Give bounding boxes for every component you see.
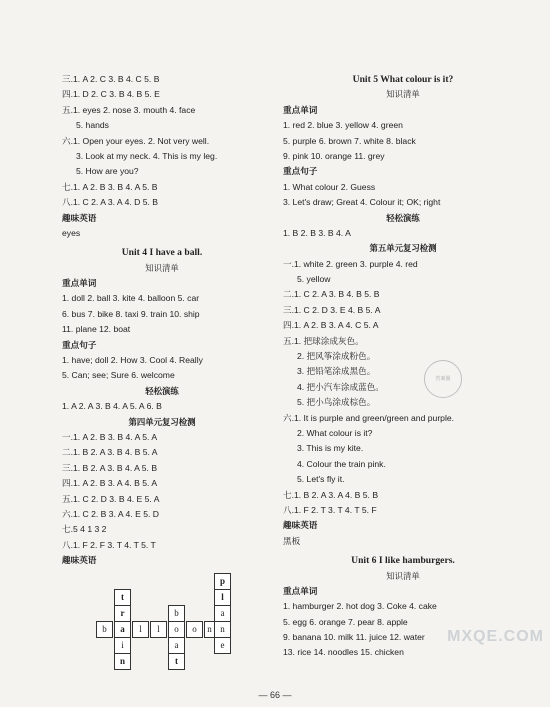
unit-title: Unit 6 I like hamburgers. (351, 555, 455, 567)
right-column (283, 72, 523, 661)
answer-line: 1. A 2. A 3. B 4. A 5. A 6. B (62, 401, 162, 412)
answer-line: 二.1. B 2. A 3. B 4. B 5. A (62, 447, 158, 458)
crossword-cell: b (168, 605, 185, 622)
section-heading: 重点单词 (283, 104, 318, 115)
section-heading: 重点单词 (283, 585, 318, 596)
answer-line: 八.1. F 2. F 3. T 4. T 5. T (62, 539, 156, 550)
answer-line: 八.1. C 2. A 3. A 4. D 5. B (62, 197, 159, 208)
answer-line: 一.1. A 2. B 3. B 4. A 5. A (62, 431, 158, 442)
answer-line: 三.1. C 2. D 3. E 4. B 5. A (283, 304, 381, 315)
section-heading: 第四单元复习检测 (128, 416, 196, 427)
crossword-cell: n (204, 621, 214, 638)
left-column (62, 72, 262, 569)
section-heading: 趣味英语 (283, 520, 318, 531)
section-heading: 重点句子 (62, 339, 97, 350)
crossword-cell: a (168, 637, 185, 654)
crossword-cell: p (214, 573, 231, 590)
section-heading: 轻松演练 (145, 385, 179, 396)
answer-line: 5. How are you? (76, 166, 139, 177)
answer-line: 七.5 4 1 3 2 (62, 524, 107, 535)
answer-line: eyes (62, 227, 81, 238)
crossword-cell: l (214, 589, 231, 606)
answer-line: 1. have; doll 2. How 3. Cool 4. Really (62, 355, 203, 366)
answer-line: 六.1. C 2. B 3. A 4. E 5. D (62, 508, 159, 519)
crossword-cell: n (114, 653, 131, 670)
crossword-cell: t (114, 589, 131, 606)
answer-line: 四.1. A 2. B 3. A 4. B 5. A (62, 478, 158, 489)
answer-line: 3. Look at my neck. 4. This is my leg. (76, 150, 218, 161)
answer-line: 七.1. B 2. A 3. A 4. B 5. B (283, 489, 379, 500)
answer-line: 1. hamburger 2. hot dog 3. Coke 4. cake (283, 601, 437, 612)
answer-line: 4. Colour the train pink. (297, 458, 386, 469)
answer-line: 七.1. A 2. B 3. B 4. A 5. B (62, 181, 158, 192)
answer-line: 二.1. C 2. A 3. B 4. B 5. B (283, 289, 380, 300)
answer-line: 3. 把铅笔涂成黑色。 (297, 366, 376, 377)
answer-line: 四.1. D 2. C 3. B 4. B 5. E (62, 89, 160, 100)
answer-line: 2. 把风筝涂成粉色。 (297, 351, 376, 362)
crossword-cell: t (168, 653, 185, 670)
answer-line: 六.1. It is purple and green/green and purple. (283, 412, 455, 423)
answer-line: 11. plane 12. boat (62, 324, 131, 335)
crossword-cell: n (214, 621, 231, 638)
answer-line: 三.1. B 2. A 3. B 4. A 5. B (62, 462, 158, 473)
answer-line: 5. purple 6. brown 7. white 8. black (283, 135, 416, 146)
answer-line: 5. egg 6. orange 7. pear 8. apple (283, 616, 408, 627)
answer-line: 9. banana 10. milk 11. juice 12. water (283, 632, 425, 643)
unit-title: Unit 4 I have a ball. (121, 247, 203, 259)
section-heading: 第五单元复习检测 (369, 243, 437, 254)
answer-line: 13. rice 14. noodles 15. chicken (283, 647, 404, 658)
crossword-cell: r (114, 605, 131, 622)
unit-subtitle: 知识清单 (145, 262, 179, 273)
answer-line: 5. yellow (297, 274, 331, 285)
crossword-cell: l (132, 621, 149, 638)
watermark: MXQE.COM (447, 628, 544, 645)
section-heading: 趣味英语 (62, 212, 97, 223)
unit-subtitle: 知识清单 (386, 89, 420, 100)
answer-line: 1. red 2. blue 3. yellow 4. green (283, 120, 403, 131)
crossword-cell: e (214, 637, 231, 654)
stamp-seal: 答案圈 (424, 360, 462, 398)
crossword-grid (88, 573, 238, 693)
crossword-cell: a (114, 621, 131, 638)
answer-line: 五.1. eyes 2. nose 3. mouth 4. face (62, 104, 196, 115)
answer-line: 六.1. Open your eyes. 2. Not very well. (62, 135, 210, 146)
answer-line: 五.1. C 2. D 3. B 4. E 5. A (62, 493, 160, 504)
section-heading: 轻松演练 (386, 212, 420, 223)
answer-line: 9. pink 10. orange 11. grey (283, 150, 385, 161)
crossword-cell: a (214, 605, 231, 622)
unit-title: Unit 5 What colour is it? (352, 74, 454, 85)
answer-line: 1. B 2. B 3. B 4. A (283, 227, 351, 238)
answer-line: 3. This is my kite. (297, 443, 364, 454)
crossword-cell: i (114, 637, 131, 654)
crossword-cell: l (150, 621, 167, 638)
answer-line: 四.1. A 2. B 3. A 4. C 5. A (283, 320, 379, 331)
section-heading: 重点单词 (62, 278, 97, 289)
section-heading: 重点句子 (283, 166, 318, 177)
answer-line: 1. What colour 2. Guess (283, 181, 376, 192)
crossword-cell: o (186, 621, 203, 638)
unit-subtitle: 知识清单 (386, 570, 420, 581)
section-heading: 趣味英语 (62, 555, 97, 566)
answer-line: 4. 把小汽车涂成蓝色。 (297, 381, 384, 392)
answer-line: 5. 把小鸟涂成棕色。 (297, 397, 376, 408)
crossword-cell: o (168, 621, 185, 638)
answer-line: 5. Can; see; Sure 6. welcome (62, 370, 175, 381)
answer-line: 1. doll 2. ball 3. kite 4. balloon 5. car (62, 293, 200, 304)
answer-line: 八.1. F 2. T 3. T 4. T 5. F (283, 504, 377, 515)
answer-line: 3. Let's draw; Great 4. Colour it; OK; right (283, 197, 441, 208)
crossword-cell: b (96, 621, 113, 638)
answer-line: 三.1. A 2. C 3. B 4. C 5. B (62, 74, 160, 84)
answer-line: 2. What colour is it? (297, 427, 373, 438)
answer-line: 5. Let's fly it. (297, 474, 345, 485)
answer-line: 黑板 (283, 535, 301, 546)
answer-line: 5. hands (76, 120, 109, 131)
answer-line: 6. bus 7. bike 8. taxi 9. train 10. ship (62, 308, 200, 319)
page-number: — 66 — (258, 690, 292, 700)
answer-line: 五.1. 把球涂成灰色。 (283, 335, 364, 346)
answer-line: 一.1. white 2. green 3. purple 4. red (283, 258, 418, 269)
